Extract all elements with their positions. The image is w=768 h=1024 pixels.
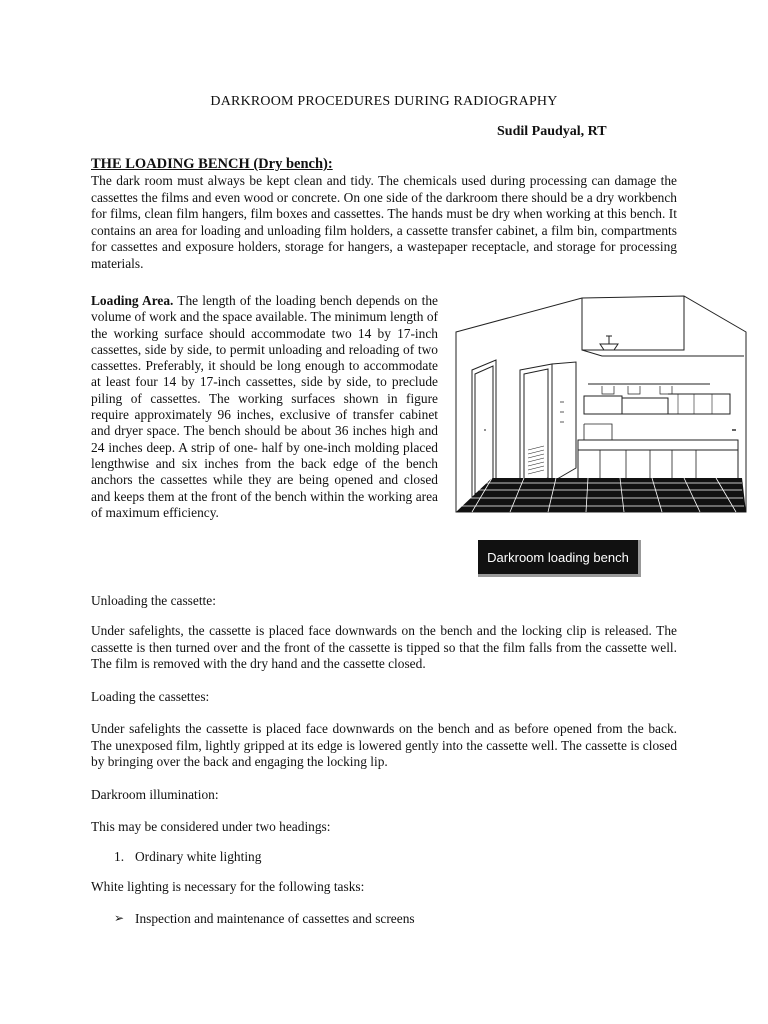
loading-cassettes-line: the back. The unexposed film, lightly gripped at its edge is lowered gently into the cassette well. (91, 721, 677, 753)
list-number: 1. (114, 849, 125, 864)
loading-cassettes-paragraph (91, 721, 677, 771)
list-item-white-lighting: Ordinary white lighting (135, 849, 262, 864)
illumination-heading: Darkroom illumination: (91, 787, 219, 802)
intro-line: holders, a cassette transfer cabinet, a film bin, compartments for cassettes and exposure holders, (91, 222, 677, 255)
loading-line: half by one-inch molding placed lengthwise and six (91, 439, 438, 471)
loading-line: transfer cabinet and dryer space. The bench should be (91, 407, 438, 439)
floor-tiles (456, 478, 746, 512)
unloading-heading: Unloading the cassette: (91, 593, 216, 608)
loading-cassettes-line: The cassette is closed by bringing over the back and engaging the locking lip. (91, 737, 678, 770)
loading-area-paragraph (91, 293, 438, 521)
loading-line: cassettes while they are being opened and closed and (91, 472, 438, 504)
intro-line: should be a dry workbench for films, clean film hangers, film boxes and cassettes. The hands (91, 189, 677, 222)
loading-cassettes-line: Under safelights the cassette is placed face downwards on the bench and as before opened from (91, 721, 623, 736)
loading-cassettes-heading: Loading the cassettes: (91, 689, 210, 704)
loading-line: to permit unloading and reloading of two cassettes. (91, 341, 438, 374)
loading-line: least four 14 by 17-inch cassettes, side by side, to (105, 374, 387, 390)
section-heading: THE LOADING BENCH (Dry bench): (91, 156, 333, 172)
white-lighting-intro: White lighting is necessary for the following tasks: (91, 879, 365, 894)
loading-line: minimum length of the working surface should (91, 309, 439, 341)
loading-area-label: Loading Area. (91, 293, 174, 308)
loading-line: preclude piling of cassettes. The working surfaces shown (91, 374, 438, 406)
loading-line: Preferably, it should be long enough to accommodate at (91, 358, 438, 390)
bullet-item-inspection: Inspection and maintenance of cassettes and screens (135, 911, 415, 926)
loading-line: in figure require approximately 96 inches, exclusive of (91, 390, 438, 423)
unloading-line: falls from the cassette well. The film is removed with the dry hand and the cassette closed. (91, 639, 677, 672)
bullet-arrow-icon: ➢ (114, 911, 125, 925)
loading-line: inches from the back edge of the bench anchors the (91, 455, 438, 488)
loading-line: about 36 inches high and 24 inches deep. A strip of one- (91, 423, 438, 455)
darkroom-illustration (452, 290, 748, 522)
intro-line: must be dry when working at this bench. It contains an area for loading and unloading film (91, 206, 677, 238)
intro-paragraph (91, 173, 677, 273)
headings-intro: This may be considered under two headings: (91, 819, 331, 834)
loading-line: The length of the loading bench depends (173, 293, 400, 308)
loading-line: on the volume of work and the space available. The (91, 293, 438, 325)
loading-line: accommodate two 14 by 17-inch cassettes, side by side, (91, 325, 438, 357)
loading-line: area of maximum efficiency. (91, 488, 438, 520)
document-title: DARKROOM PROCEDURES DURING RADIOGRAPHY (210, 94, 558, 109)
author-name: Sudil Paudyal, RT (497, 124, 607, 139)
intro-line: storage for hangers, a wastepaper receptacle, and storage for processing materials. (91, 239, 678, 271)
unloading-line: released. The cassette is then turned over and the front of the cassette is tipped so that the film (91, 623, 677, 655)
figure-caption: Darkroom loading bench (478, 540, 641, 577)
unloading-line: Under safelights, the cassette is placed face downwards on the bench and the locking clip is (91, 623, 601, 638)
loading-line: keeps them at the front of the bench within the working (113, 488, 413, 504)
unloading-paragraph (91, 623, 677, 673)
intro-line: damage the cassettes the films and even wood or concrete. On one side of the darkroom there (91, 173, 678, 205)
intro-line: The dark room must always be kept clean and tidy. The chemicals used during processing can (91, 173, 611, 188)
